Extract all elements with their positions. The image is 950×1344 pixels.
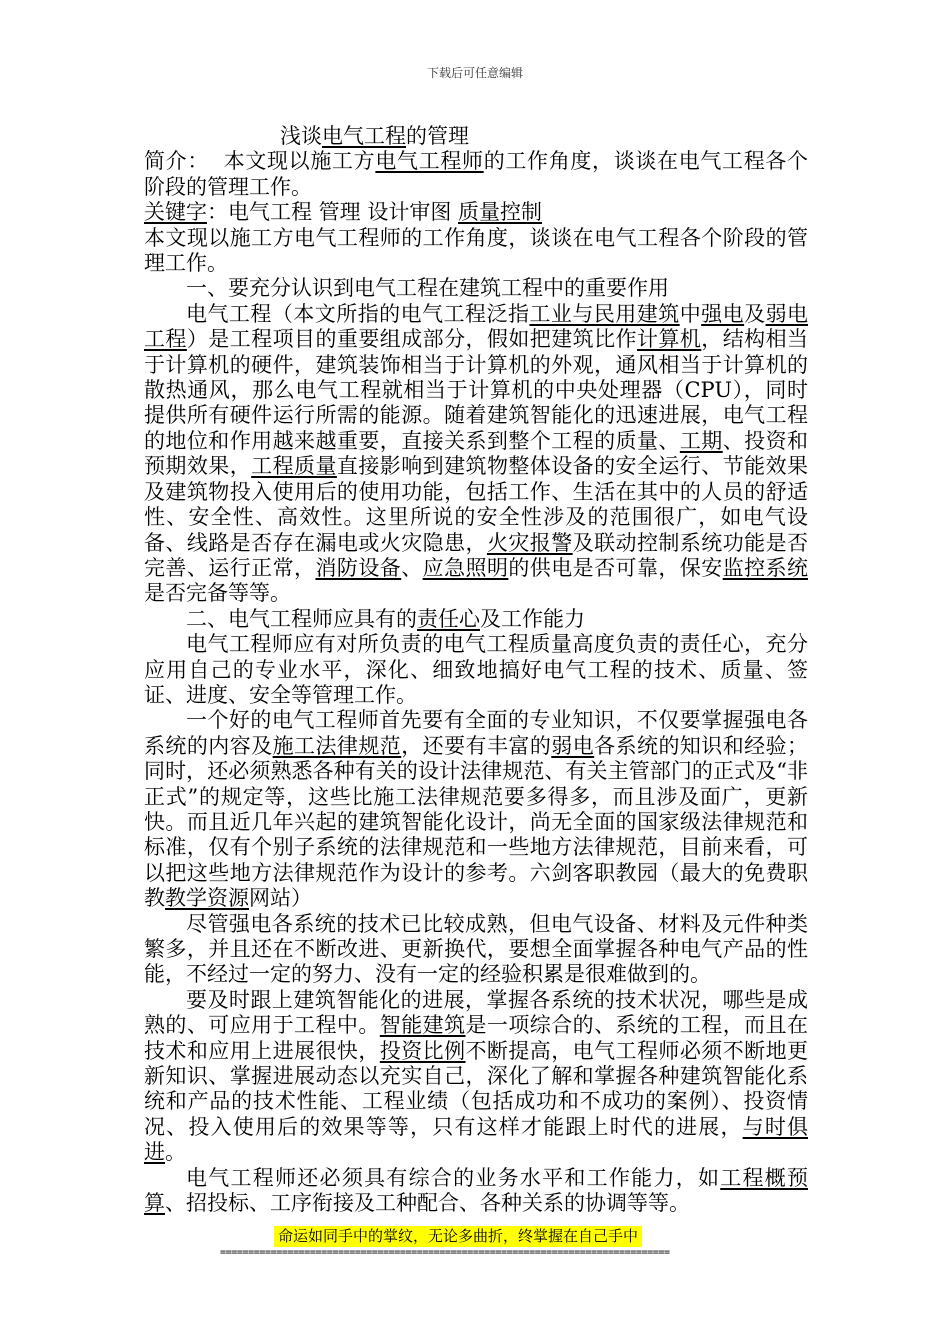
intro-text: 本文现以施工方 [223, 149, 376, 174]
text-run: 中 [679, 301, 702, 326]
link-keep-pace-with-times[interactable]: 与时俱进 [144, 1114, 809, 1165]
text-run: 是一项综合的、系统的工程，而且在技术和应用上进展很快， [144, 1013, 808, 1063]
link-responsibility[interactable]: 责任心 [417, 606, 480, 631]
text-run: ，结构相当于计算机的硬件，建筑装饰相当于计算机的外观，通风相当于计算机的散热通风，那么电气工程就相当于计算机的中央处理器（CPU），同时提供所有硬件运行所需的能源。随着建筑智能化的迅速进展，电气工程的地位和作用越来越重要，直接关系到整个工程的质量、 [144, 327, 809, 453]
intro-text-end: 的工作角度，谈谈在电气工程各个阶段的管理工作。 [144, 149, 809, 199]
intro-paragraph [144, 149, 808, 200]
keywords-separator: ： [207, 200, 228, 225]
keywords-line [144, 200, 808, 225]
link-fire-equipment[interactable]: 消防设备 [315, 555, 402, 580]
text-run: 及工作能力 [480, 606, 585, 631]
text-run: 一个好的电气工程师首先要有全面的专业知识，不仅要掌握强电各系统的内容及 [144, 708, 808, 758]
title-link-electrical-engineering[interactable]: 电气工程 [322, 124, 406, 148]
text-run: ，还要有丰富的 [401, 733, 552, 758]
link-investment-ratio[interactable]: 投资比例 [379, 1038, 466, 1063]
paragraph-4: 尽管强电各系统的技术已比较成熟，但电气设备、材料及元件种类繁多，并且还在不断改进、更新换代，要想全面掌握各种电气产品的性能，不经过一定的努力、没有一定的经验积累是很难做到的。 [144, 911, 808, 987]
keywords-text: 电气工程 管理 设计审图 [228, 200, 459, 225]
link-electrical-engineer[interactable]: 电气工程师 [375, 149, 484, 174]
page-header: 下载后可任意编辑 [426, 66, 523, 80]
text-run: 直接影响到建筑物整体设备的安全运行、节能效果及建筑物投入使用后的使用功能，包括工作、生活在其中的人员的舒适性、安全性、高效性。这里所说的安全性涉及的范围很广，如电气设备、线路是否存在漏电或火灾隐患， [144, 454, 809, 555]
link-schedule[interactable]: 工期 [679, 428, 723, 453]
link-computer[interactable]: 计算机 [636, 327, 702, 352]
section-1-heading: 一、要充分认识到电气工程在建筑工程中的重要作用 [186, 276, 669, 301]
link-industrial-civil-building[interactable]: 工业与民用建筑 [529, 301, 680, 326]
title-text: 浅谈 [280, 124, 322, 148]
lead-paragraph: 本文现以施工方电气工程师的工作角度，谈谈在电气工程各个阶段的管理工作。 [144, 225, 808, 276]
footer-separator-rule: ================================================================================ [220, 1247, 670, 1258]
link-engineering-quality[interactable]: 工程质量 [251, 454, 337, 479]
text-run: 。 [165, 1140, 186, 1165]
article-title [144, 124, 808, 149]
section-2-heading [144, 607, 808, 632]
text-run: 电气工程（本文所指的电气工程泛指 [186, 301, 530, 326]
text-run: 二、电气工程师应具有的 [186, 606, 417, 631]
paragraph-5 [144, 988, 808, 1166]
text-run: 及联动控制系统功能是否完善、运行正常， [144, 530, 809, 580]
link-strong-current[interactable]: 强电 [701, 301, 745, 326]
link-teaching-resources[interactable]: 教学资源 [165, 886, 249, 911]
link-project-budget-estimate[interactable]: 工程概预算 [144, 1165, 809, 1216]
text-run: ）是工程项目的重要组成部分，假如把建筑比作 [186, 327, 637, 352]
paragraph-6 [144, 1166, 808, 1217]
text-run: 各系统的知识和经验；同时，还必须熟悉各种有关的设计法律规范、有关主管部门的正式及“非正式”的规定等，这些比施工法律规范要多得多，而且涉及面广，更新快。而且近几年兴起的建筑智能化设计，尚无全面的国家级法律规范和标准，仅有个别子系统的法律规范和一些地方法律规范，目前来看，可以把这些地方法律规范作为设计的参考。六剑客职教园（最大的免费职教 [144, 733, 809, 911]
intro-label: 简介： [144, 149, 209, 174]
text-run: 要及时跟上建筑智能化的进展，掌握各系统的技术状况，哪些是成熟的、可应用于工程中。 [144, 987, 808, 1038]
link-quality-control[interactable]: 质量控制 [458, 200, 543, 225]
footer-motto-banner: 命运如同手中的掌纹，无论多曲折，终掌握在自己手中 [274, 1226, 642, 1247]
text-run: 网站） [249, 886, 312, 911]
text-run: 、投资和预期效果， [144, 428, 809, 479]
text-run: 、招投标、工序衔接及工种配合、各种关系的协调等等。 [165, 1191, 690, 1216]
paragraph-1 [144, 302, 808, 607]
article-body [144, 124, 808, 1216]
text-run: 是否完备等等。 [144, 581, 291, 606]
link-construction-law-codes[interactable]: 施工法律规范 [272, 733, 402, 758]
link-weak-current-engineering[interactable]: 弱电工程 [144, 301, 809, 352]
keywords-label: 关键字 [144, 200, 207, 225]
text-run: 的供电是否可靠，保安 [508, 555, 723, 580]
text-run: 及 [744, 301, 766, 326]
link-intelligent-building[interactable]: 智能建筑 [379, 1013, 466, 1038]
text-run: 、 [401, 555, 423, 580]
link-weak-current[interactable]: 弱电 [551, 733, 595, 758]
paragraph-2: 电气工程师应有对所负责的电气工程质量高度负责的责任心，充分应用自己的专业水平，深化、细致地搞好电气工程的技术、质量、签证、进度、安全等管理工作。 [144, 632, 808, 707]
link-emergency-lighting[interactable]: 应急照明 [422, 555, 509, 580]
title-text-end: 的管理 [406, 124, 469, 148]
paragraph-3 [144, 708, 808, 911]
text-run: 电气工程师还必须具有综合的业务水平和工作能力，如 [186, 1165, 721, 1190]
text-run: 不断提高，电气工程师必须不断地更新知识、掌握进展动态以充实自己，深化了解和掌握各种建筑智能化系统和产品的技术性能、工程业绩（包括成功和不成功的案例）、投资情况、投入使用后的效果等等，只有这样才能跟上时代的进展， [144, 1038, 808, 1139]
link-fire-alarm[interactable]: 火灾报警 [486, 530, 573, 555]
link-monitoring-system[interactable]: 监控系统 [722, 555, 809, 580]
